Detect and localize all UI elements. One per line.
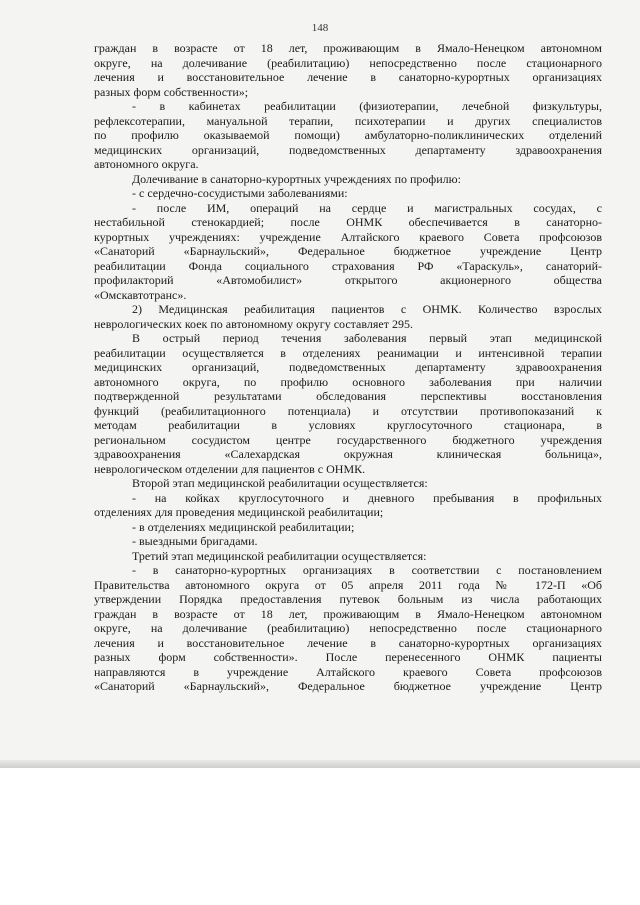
text-line: разных форм собственности»; [94, 84, 249, 99]
text-line: лечения и восстановительное лечение в санаторно-курортных организациях [94, 635, 602, 650]
text-line: В острый период течения заболевания первый этап медицинской [132, 331, 602, 345]
text-line: Правительства автономного округа от 05 апреля 2011 года № 172-П «Об [94, 577, 602, 592]
text-line: направляются в учреждение Алтайского краевого Совета профсоюзов [94, 664, 602, 679]
text-line: граждан в возрасте от 18 лет, проживающим в Ямало-Ненецком автономном [94, 606, 602, 621]
text-line: «Омскавтотранс». [94, 287, 187, 302]
text-line: курортных учреждениях: учреждение Алтайского краевого Совета профсоюзов [94, 229, 602, 244]
text-line: автономного округа, по профилю основного заболевания при наличии [94, 374, 602, 389]
text-line: отделениях для проведения медицинской реабилитации; [94, 505, 384, 519]
text-line: 2) Медицинская реабилитация пациентов с ОНМК. Количество взрослых [132, 302, 602, 316]
text-line: методам реабилитации в условиях круглосуточного стационара, в [94, 418, 602, 432]
text-line: Третий этап медицинской реабилитации осуществляется: [132, 548, 427, 563]
text-line: подтвержденной результатами обследования перспективы восстановления [94, 389, 602, 403]
text-line: реабилитации Фонда социального страхования РФ «Тараскуль», санаторий- [94, 258, 602, 273]
text-line: граждан в возрасте от 18 лет, проживающим в Ямало-Ненецком автономном [94, 41, 602, 55]
text-line: «Санаторий «Барнаульский», Федеральное бюджетное учреждение Центр [94, 244, 602, 258]
text-line: по профилю оказываемой помощи) амбулаторно-поликлинических отделений [94, 128, 602, 142]
scan-edge [0, 760, 640, 768]
text-line: - выездными бригадами. [132, 534, 258, 548]
text-line: округе, на долечивание (реабилитацию) непосредственно после стационарного [94, 55, 602, 70]
text-line: Долечивание в санаторно-курортных учреждениях по профилю: [132, 171, 461, 186]
text-line: лечения и восстановительное лечение в санаторно-курортных организациях [94, 70, 602, 84]
text-line: региональном сосудистом центре государственного бюджетного учреждения [94, 432, 602, 447]
text-line: функций (реабилитационного потенциала) и отсутствии противопоказаний к [94, 403, 602, 418]
text-line: неврологическом отделении для пациентов с ОНМК. [94, 461, 366, 476]
text-line: здравоохранения «Салехардская окружная клиническая больница», [94, 447, 602, 461]
text-line: реабилитации осуществляется в отделениях реанимации и интенсивной терапии [94, 345, 602, 360]
text-line: автономного округа. [94, 157, 199, 171]
text-line: - после ИМ, операций на сердце и магистральных сосудах, с [132, 200, 602, 215]
document-body [94, 41, 602, 694]
text-line: - в отделениях медицинской реабилитации; [132, 519, 355, 534]
text-line: разных форм собственности». После перенесенного ОНМК пациенты [94, 650, 602, 664]
page-number: 148 [311, 22, 329, 34]
text-line: утверждении Порядка предоставления путевок больным из числа работающих [94, 592, 602, 606]
text-line: «Санаторий «Барнаульский», Федеральное бюджетное учреждение Центр [94, 679, 602, 693]
text-line: рефлексотерапии, мануальной терапии, психотерапии и других специалистов [94, 113, 602, 128]
text-line: - в санаторно-курортных организациях в соответствии с постановлением [132, 563, 602, 577]
text-line: Второй этап медицинской реабилитации осуществляется: [132, 476, 428, 490]
text-line: медицинских организаций, подведомственных департаменту здравоохранения [94, 142, 602, 157]
text-line: профилакторий «Автомобилист» открытого акционерного общества [94, 273, 602, 287]
text-line: округе, на долечивание (реабилитацию) непосредственно после стационарного [94, 621, 602, 635]
text-line: нестабильной стенокардией; после ОНМК обеспечивается в санаторно- [94, 215, 602, 229]
text-line: - на койках круглосуточного и дневного пребывания в профильных [132, 490, 602, 505]
text-line: медицинских организаций, подведомственных департаменту здравоохранения [94, 360, 602, 374]
text-line: неврологических коек по автономному округу составляет 295. [94, 316, 413, 331]
text-line: - в кабинетах реабилитации (физиотерапии, лечебной физкультуры, [132, 99, 602, 113]
text-line: - с сердечно-сосудистыми заболеваниями: [132, 186, 348, 200]
